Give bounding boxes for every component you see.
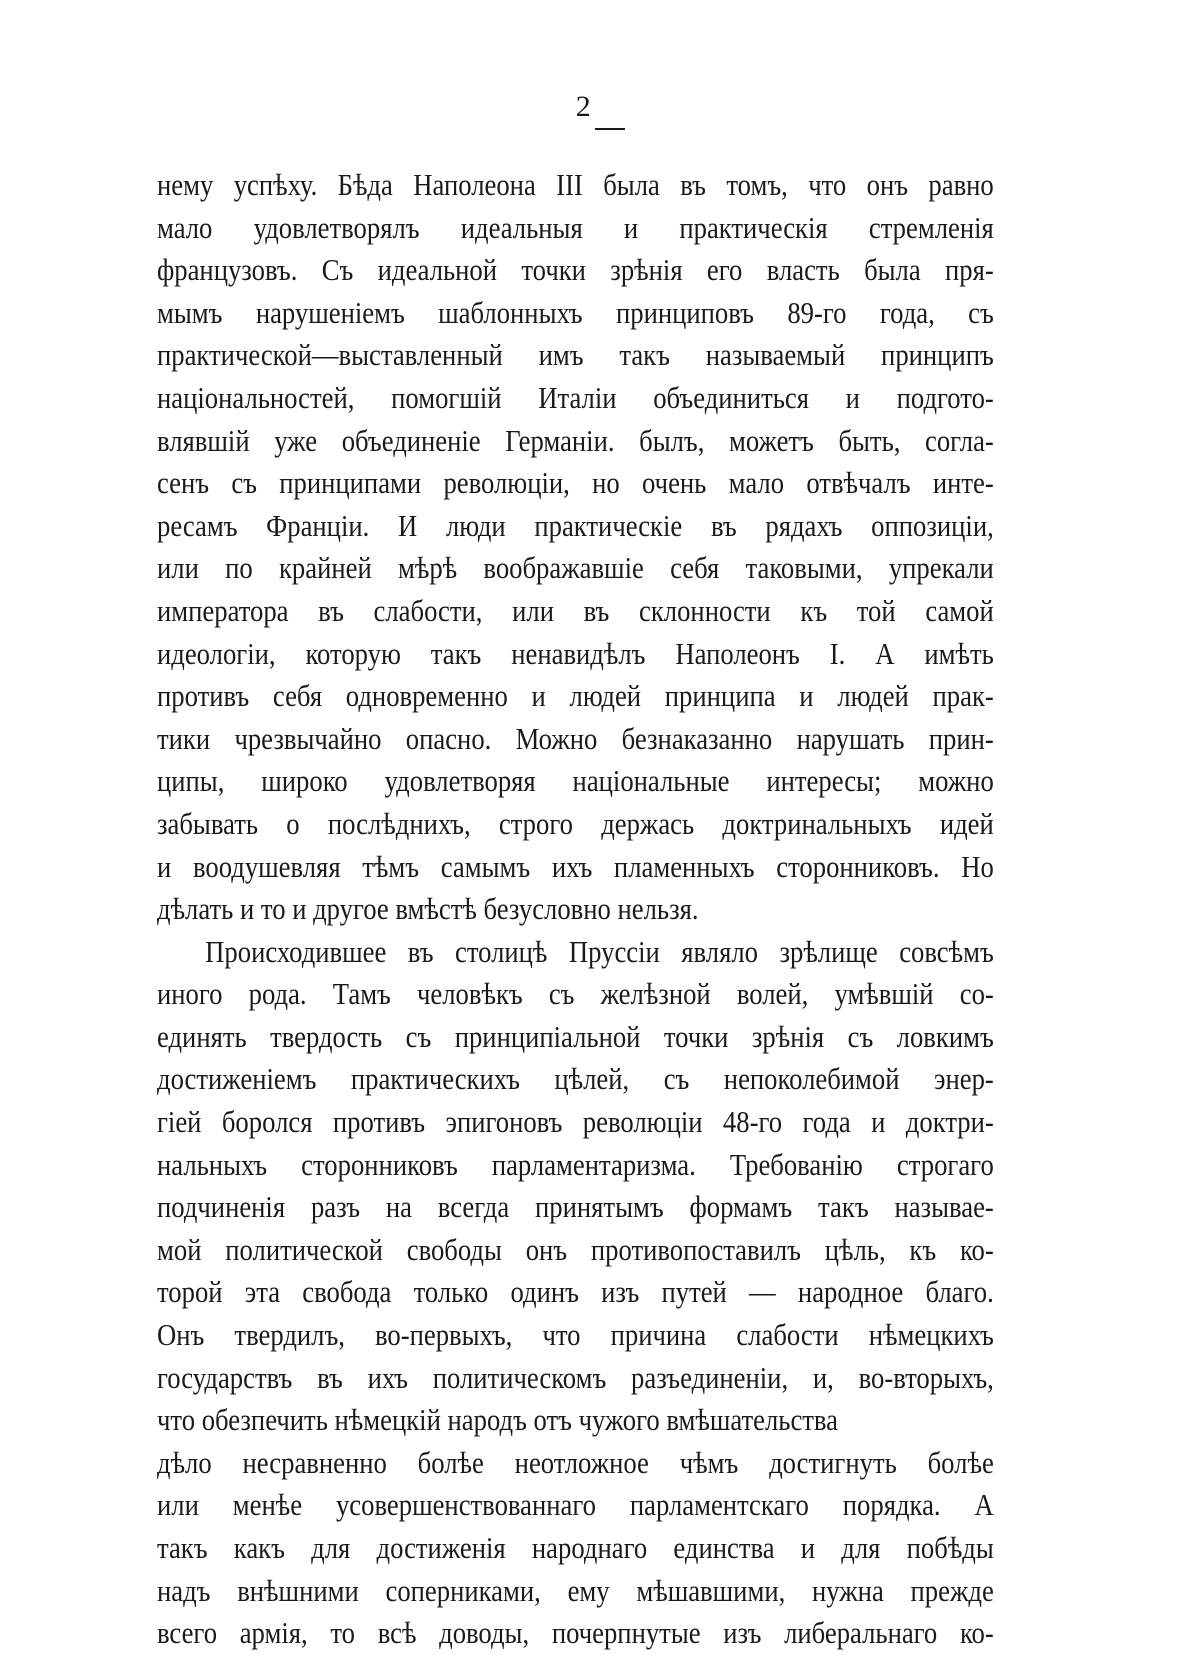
text-line: всего армія, то всѣ доводы, почерпнутые изъ либеральнаго ко-: [157, 1615, 994, 1651]
text-line: нему успѣху. Бѣда Наполеона III была въ томъ, что онъ равно: [157, 167, 994, 202]
text-line: дѣло несравненно болѣе неотложное чѣмъ достигнуть болѣе: [157, 1444, 994, 1480]
text-line: гіей боролся противъ эпигоновъ революціи 48-го года и доктри-: [157, 1104, 994, 1140]
text-line: мой политической свободы онъ противопоставилъ цѣль, къ ко-: [157, 1231, 994, 1267]
text-line: ципы, широко удовлетворяя національные интересы; можно: [157, 763, 994, 799]
text-line: мымъ нарушеніемъ шаблонныхъ принциповъ 89-го года, съ: [157, 294, 994, 330]
text-line: или менѣе усовершенствованнаго парламентскаго порядка. А: [157, 1487, 994, 1523]
text-line: тики чрезвычайно опасно. Можно безнаказанно нарушать прин-: [157, 720, 994, 756]
text-line: достиженіемъ практическихъ цѣлей, съ непоколебимой энер-: [157, 1061, 994, 1097]
text-line: надъ внѣшними соперниками, ему мѣшавшими, нужна прежде: [157, 1572, 994, 1608]
text-line: государствъ въ ихъ политическомъ разъединеніи, и, во-вторыхъ,: [157, 1359, 994, 1395]
text-line: торой эта свобода только одинъ изъ путей — народное благо.: [157, 1274, 994, 1310]
text-line: забывать о послѣднихъ, строго держась доктринальныхъ идей: [157, 805, 994, 841]
text-line: императора въ слабости, или въ склонности къ той самой: [157, 592, 994, 628]
text-line: идеологіи, которую такъ ненавидѣлъ Наполеонъ I. А имѣть: [157, 635, 994, 671]
text-line: сенъ съ принципами революціи, но очень мало отвѣчалъ инте-: [157, 465, 994, 501]
text-line: французовъ. Съ идеальной точки зрѣнія его власть была пря-: [157, 252, 994, 288]
body-text: [157, 164, 994, 1655]
text-line: практической—выставленный имъ такъ называемый принципъ: [157, 337, 994, 373]
text-line: противъ себя одновременно и людей принципа и людей прак-: [157, 678, 994, 714]
text-line: или по крайней мѣрѣ воображавшіе себя таковыми, упрекали: [157, 550, 994, 586]
text-line: и воодушевляя тѣмъ самымъ ихъ пламенныхъ сторонниковъ. Но: [157, 848, 994, 884]
text-line: влявшій уже объединеніе Германіи. былъ, можетъ быть, согла-: [157, 422, 994, 458]
text-line: дѣлать и то и другое вмѣстѣ безусловно нельзя.: [157, 891, 699, 927]
text-line: нальныхъ сторонниковъ парламентаризма. Требованію строгаго: [157, 1146, 994, 1182]
text-line: такъ какъ для достиженія народнаго единства и для побѣды: [157, 1530, 994, 1565]
text-line: Происходившее въ столицѣ Пруссіи являло зрѣлище совсѣмъ: [205, 933, 994, 969]
text-line: Онъ твердилъ, во-первыхъ, что причина слабости нѣмецкихъ: [157, 1317, 994, 1353]
text-line: подчиненія разъ на всегда принятымъ формамъ такъ называе-: [157, 1189, 994, 1225]
text-line: иного рода. Тамъ человѣкъ съ желѣзной волей, умѣвшій со-: [157, 976, 994, 1012]
page-number: 2: [0, 90, 1191, 130]
text-line: единять твердость съ принципіальной точки зрѣнія съ ловкимъ: [157, 1018, 994, 1054]
text-line: національностей, помогшій Италіи объединиться и подгото-: [157, 379, 994, 415]
text-line: что обезпечить нѣмецкій народъ отъ чужого вмѣшательства: [157, 1402, 839, 1438]
text-line: ресамъ Франціи. И люди практическіе въ рядахъ оппозиціи,: [157, 507, 994, 543]
page-number-rule: [595, 128, 625, 130]
text-line: мало удовлетворялъ идеальныя и практическія стремленія: [157, 209, 994, 245]
